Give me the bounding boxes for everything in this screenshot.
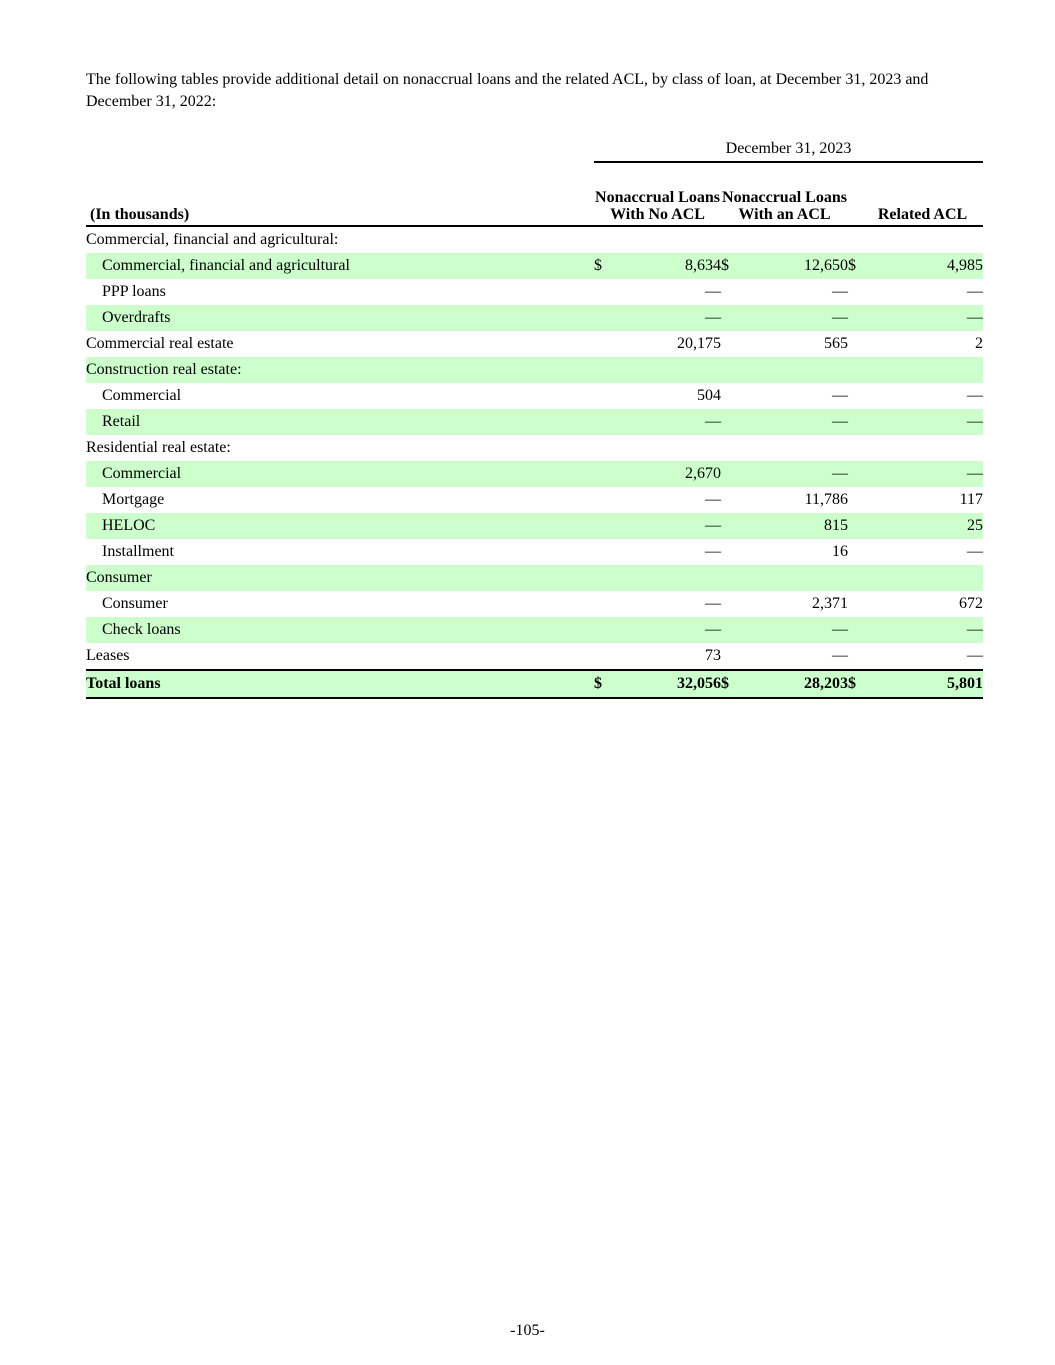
row-label: Consumer: [86, 565, 594, 591]
col-header-with-acl: Nonaccrual Loans With an ACL: [722, 189, 847, 223]
row-label: PPP loans: [102, 283, 166, 300]
row-label: Commercial: [86, 461, 594, 487]
currency-symbol: [721, 383, 741, 409]
value-related-acl: 2: [975, 335, 984, 352]
value-no-acl: [614, 357, 721, 383]
currency-symbol: [848, 487, 868, 513]
currency-symbol: [721, 279, 741, 305]
currency-symbol: [848, 513, 868, 539]
total-related-acl: 5,801: [868, 670, 983, 698]
currency-symbol: $: [848, 253, 868, 279]
value-with-acl: [741, 435, 848, 461]
value-with-acl: —: [832, 647, 848, 664]
table-row: [86, 435, 983, 461]
table-row: [86, 591, 983, 617]
value-no-acl: —: [614, 409, 721, 435]
page-number: -105-: [510, 1322, 545, 1339]
row-label: Commercial, financial and agricultural: [86, 253, 594, 279]
value-related-acl: 25: [868, 513, 983, 539]
table-row: [86, 305, 983, 331]
currency-symbol: [721, 409, 741, 435]
value-no-acl: 2,670: [614, 461, 721, 487]
currency-symbol: [848, 357, 868, 383]
currency-symbol: [848, 305, 868, 331]
value-no-acl: 20,175: [677, 335, 721, 352]
currency-symbol: [721, 226, 741, 253]
value-no-acl: —: [705, 595, 721, 612]
table-row: [86, 383, 983, 409]
row-label: Leases: [86, 647, 130, 664]
row-label: Check loans: [86, 617, 594, 643]
units-label: (In thousands): [90, 206, 190, 223]
table-row: [86, 487, 983, 513]
value-related-acl: —: [868, 409, 983, 435]
currency-symbol: [594, 226, 614, 253]
value-related-acl: —: [868, 305, 983, 331]
currency-symbol: [721, 565, 741, 591]
table-row: [86, 643, 983, 670]
currency-symbol: [594, 279, 614, 305]
row-label: Consumer: [102, 595, 168, 612]
value-related-acl: [868, 226, 983, 253]
currency-symbol: [594, 409, 614, 435]
nonaccrual-loans-table: [86, 136, 983, 699]
currency-symbol: [594, 331, 614, 357]
currency-symbol: [848, 409, 868, 435]
table-row: [86, 409, 983, 435]
currency-symbol: [594, 357, 614, 383]
currency-symbol: $: [594, 253, 614, 279]
value-with-acl: 16: [832, 543, 848, 560]
table-row: [86, 357, 983, 383]
row-label: Residential real estate:: [86, 439, 231, 456]
currency-symbol: [594, 565, 614, 591]
table-row: [86, 226, 983, 253]
value-with-acl: —: [741, 409, 848, 435]
currency-symbol: [721, 487, 741, 513]
currency-symbol: [848, 279, 868, 305]
table-row: [86, 513, 983, 539]
row-label: Installment: [102, 543, 174, 560]
value-no-acl: [614, 226, 721, 253]
currency-symbol: [594, 383, 614, 409]
currency-symbol: [721, 305, 741, 331]
value-no-acl: —: [705, 491, 721, 508]
table-row: [86, 539, 983, 565]
value-related-acl: —: [868, 617, 983, 643]
table-row: [86, 461, 983, 487]
value-with-acl: —: [741, 305, 848, 331]
value-no-acl: 73: [705, 647, 721, 664]
value-no-acl: [614, 435, 721, 461]
value-with-acl: 565: [824, 335, 848, 352]
value-related-acl: 117: [959, 491, 984, 508]
row-label: Retail: [86, 409, 594, 435]
value-related-acl: [868, 357, 983, 383]
value-no-acl: 8,634: [614, 253, 721, 279]
currency-symbol: [848, 461, 868, 487]
row-label: Commercial, financial and agricultural:: [86, 231, 339, 248]
value-no-acl: —: [614, 617, 721, 643]
value-no-acl: 504: [697, 387, 721, 404]
value-related-acl: [868, 565, 983, 591]
row-label: Construction real estate:: [86, 357, 594, 383]
currency-symbol: [848, 331, 868, 357]
value-related-acl: [868, 435, 983, 461]
currency-symbol: [594, 643, 614, 670]
currency-symbol: $: [721, 670, 741, 698]
value-with-acl: —: [832, 283, 848, 300]
value-related-acl: 4,985: [868, 253, 983, 279]
currency-symbol: [594, 617, 614, 643]
col-header-no-acl: Nonaccrual Loans With No ACL: [595, 189, 720, 223]
row-label: Mortgage: [102, 491, 165, 508]
row-label: Commercial real estate: [86, 335, 234, 352]
value-no-acl: —: [705, 283, 721, 300]
total-label: Total loans: [86, 670, 594, 698]
currency-symbol: [848, 383, 868, 409]
currency-symbol: [721, 591, 741, 617]
currency-symbol: [721, 513, 741, 539]
currency-symbol: [848, 539, 868, 565]
currency-symbol: [721, 539, 741, 565]
currency-symbol: [721, 357, 741, 383]
table-row: [86, 565, 983, 591]
currency-symbol: [848, 643, 868, 670]
value-with-acl: 11,786: [804, 491, 848, 508]
value-no-acl: [614, 565, 721, 591]
currency-symbol: [848, 226, 868, 253]
value-with-acl: 2,371: [812, 595, 848, 612]
value-no-acl: —: [705, 543, 721, 560]
currency-symbol: [848, 591, 868, 617]
currency-symbol: [594, 461, 614, 487]
value-related-acl: —: [967, 387, 984, 404]
row-label: Commercial: [102, 387, 182, 404]
value-no-acl: —: [614, 513, 721, 539]
value-related-acl: 672: [959, 595, 984, 612]
currency-symbol: [848, 565, 868, 591]
value-related-acl: —: [967, 283, 984, 300]
currency-symbol: [594, 305, 614, 331]
currency-symbol: [721, 461, 741, 487]
table-row: [86, 331, 983, 357]
currency-symbol: [594, 513, 614, 539]
period-header: December 31, 2023: [594, 136, 983, 162]
value-with-acl: —: [832, 387, 848, 404]
currency-symbol: [848, 435, 868, 461]
value-with-acl: 12,650: [741, 253, 848, 279]
value-with-acl: [741, 565, 848, 591]
currency-symbol: $: [848, 670, 868, 698]
intro-paragraph: The following tables provide additional detail on nonaccrual loans and the related ACL, by class of loan, at December 31, 2023 and December 31, 2022:: [86, 71, 929, 110]
total-with-acl: 28,203: [741, 670, 848, 698]
value-related-acl: —: [967, 543, 984, 560]
row-label: HELOC: [86, 513, 594, 539]
currency-symbol: [594, 487, 614, 513]
value-with-acl: —: [741, 617, 848, 643]
total-no-acl: 32,056: [614, 670, 721, 698]
currency-symbol: [594, 539, 614, 565]
currency-symbol: [721, 617, 741, 643]
currency-symbol: [721, 643, 741, 670]
value-with-acl: [741, 357, 848, 383]
value-with-acl: 815: [741, 513, 848, 539]
value-with-acl: [741, 226, 848, 253]
currency-symbol: [721, 435, 741, 461]
currency-symbol: [594, 591, 614, 617]
currency-symbol: [594, 435, 614, 461]
value-related-acl: —: [967, 647, 984, 664]
currency-symbol: [721, 331, 741, 357]
currency-symbol: $: [721, 253, 741, 279]
value-related-acl: —: [868, 461, 983, 487]
table-row: [86, 279, 983, 305]
col-header-related-acl: Related ACL: [877, 206, 968, 223]
table-row: [86, 253, 983, 279]
row-label: Overdrafts: [86, 305, 594, 331]
table-row: [86, 617, 983, 643]
currency-symbol: $: [594, 670, 614, 698]
value-with-acl: —: [741, 461, 848, 487]
total-row: [86, 670, 983, 698]
currency-symbol: [848, 617, 868, 643]
value-no-acl: —: [614, 305, 721, 331]
